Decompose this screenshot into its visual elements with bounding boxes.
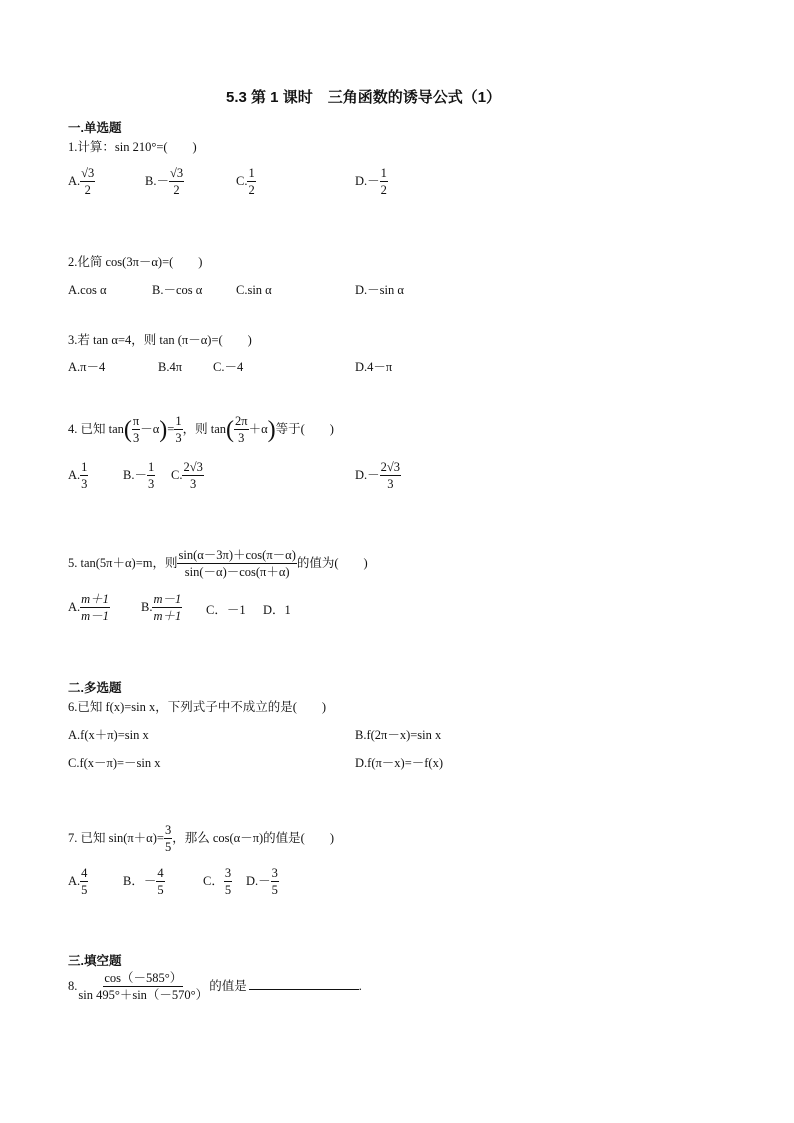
q4-option-d: D.－ $\frac{2√3}{3}$ — [355, 460, 401, 492]
q5-option-b: B. $\frac{m-1}{m+1}$ — [141, 592, 182, 624]
q4-option-b: B.－ $\frac{1}{3}$ — [123, 460, 155, 492]
q6-option-a: A.f(x＋π)=sin x — [68, 728, 149, 742]
question-5-stem: 5. tan(5π＋α)=m，则 $\frac{\sin(\alpha-3\pi)+\cos(\pi-\alpha)}{\sin(-\alpha)-\cos(\pi+\alpha)}$ 的值为( ) — [68, 548, 368, 580]
question-1-stem: 1.计算：sin 210°=( ) — [68, 140, 197, 154]
section-heading-single-choice: 一.单选题 — [68, 121, 122, 135]
q2-option-c: C.sin α — [236, 283, 272, 297]
q7-option-c: C． $\frac{3}{5}$ — [203, 866, 232, 898]
q6-option-b: B.f(2π－x)=sin x — [355, 728, 442, 742]
q5-option-d: D．1 — [263, 603, 291, 617]
q2-option-d: D.－sin α — [355, 283, 404, 297]
q1-option-b: B.－ $\frac{√3}{2}$ — [145, 166, 184, 198]
page-title: 5.3 第 1 课时 三角函数的诱导公式（1） — [226, 89, 502, 106]
q2-option-a: A.cos α — [68, 283, 107, 297]
q7-option-d: D.－ $\frac{3}{5}$ — [246, 866, 278, 898]
q3-option-d: D.4－π — [355, 360, 393, 374]
q3-option-b: B.4π — [158, 360, 183, 374]
q1-option-d: D.－ $\frac{1}{2}$ — [355, 166, 387, 198]
q7-option-a: A. $\frac{4}{5}$ — [68, 866, 88, 898]
q4-option-a: A. $\frac{1}{3}$ — [68, 460, 88, 492]
question-7-stem: 7. 已知 sin(π＋α)= $\frac{3}{5}$ ，那么 cos(α－π)的值是( ) — [68, 823, 335, 855]
q3-option-a: A.π－4 — [68, 360, 106, 374]
q1-option-a: A. $\frac{√3}{2}$ — [68, 166, 95, 198]
q1-option-c: C. $\frac{1}{2}$ — [236, 166, 255, 198]
section-heading-fill-blank: 三.填空题 — [68, 954, 122, 968]
q5-option-a: A. $\frac{m+1}{m-1}$ — [68, 592, 109, 624]
q3-option-c: C.－4 — [213, 360, 244, 374]
q5-option-c: C．－1 — [206, 603, 246, 617]
q6-option-d: D.f(π－x)=－f(x) — [355, 756, 443, 770]
question-8-stem: 8. $\frac{\cos(-585^\circ)}{\sin 495^\circ+\sin(-570^\circ)}$ 的值是 . — [68, 971, 362, 1003]
question-3-stem: 3.若 tan α=4，则 tan (π－α)=( ) — [68, 333, 252, 347]
q7-option-b: B．－ $\frac{4}{5}$ — [123, 866, 164, 898]
question-6-stem: 6.已知 f(x)=sin x，下列式子中不成立的是( ) — [68, 700, 327, 714]
question-4-stem: 4. 已知 tan( $\frac{\pi}{3}$ －α)= $\frac{1}{3}$ ，则 tan( $\frac{2\pi}{3}$ ＋α)等于( ) — [68, 414, 334, 446]
answer-blank[interactable] — [249, 977, 359, 990]
section-heading-multi-choice: 二.多选题 — [68, 681, 122, 695]
q4-option-c: C. $\frac{2√3}{3}$ — [171, 460, 203, 492]
q2-option-b: B.－cos α — [152, 283, 203, 297]
question-2-stem: 2.化简 cos(3π－α)=( ) — [68, 255, 203, 269]
q6-option-c: C.f(x－π)=－sin x — [68, 756, 161, 770]
